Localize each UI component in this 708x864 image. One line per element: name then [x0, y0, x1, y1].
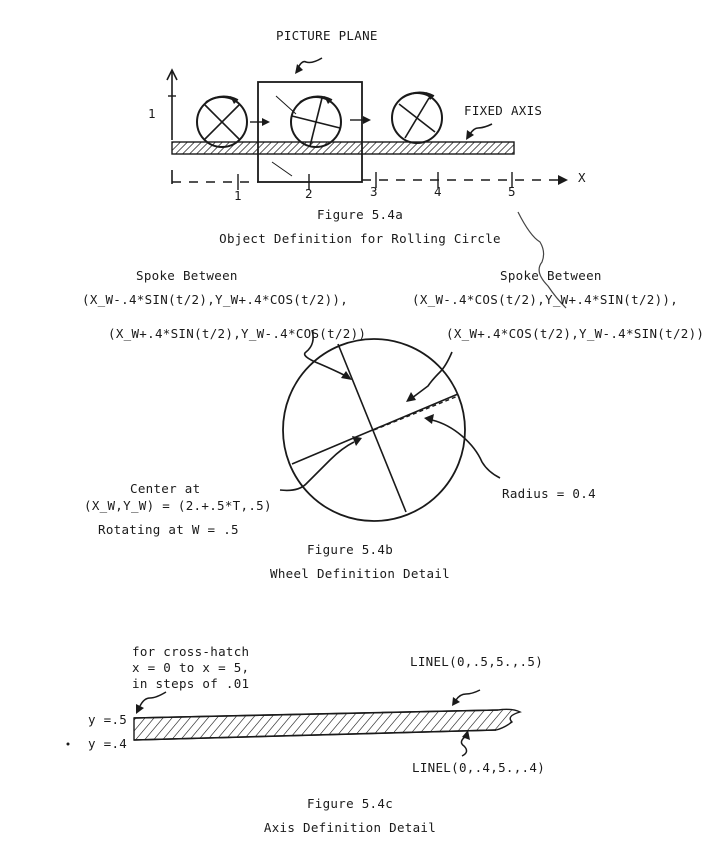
- figure-5-4a-number: Figure 5.4a: [316, 207, 404, 222]
- y-lower-label: y =.4: [88, 736, 128, 751]
- fixed-axis-bar: [172, 142, 514, 154]
- x-tick-1: 1: [234, 188, 242, 203]
- x-tick-3: 3: [370, 184, 378, 199]
- left-spoke-line-2: (X_W+.4*SIN(t/2),Y_W-.4*COS(t/2)): [108, 326, 367, 341]
- y-upper-label: y =.5: [88, 712, 128, 727]
- picture-plane-title: PICTURE PLANE: [276, 28, 378, 43]
- left-spoke-heading: Spoke Between: [136, 268, 238, 283]
- hatch-note-line-3: in steps of .01: [132, 676, 250, 691]
- wheel-3: [392, 92, 442, 143]
- center-label-line-1: Center at: [130, 481, 201, 496]
- wheel-1: [197, 96, 247, 147]
- figure-5-4c-caption: Axis Definition Detail: [263, 820, 437, 835]
- x-axis-label: X: [578, 170, 586, 185]
- figure-5-4b-number: Figure 5.4b: [306, 542, 394, 557]
- wheel-detail: [283, 339, 465, 521]
- x-tick-4: 4: [434, 184, 442, 199]
- y-axis: [167, 70, 177, 184]
- right-spoke-line-2: (X_W+.4*COS(t/2),Y_W-.4*SIN(t/2)): [446, 326, 705, 341]
- right-spoke-line-1: (X_W-.4*COS(t/2),Y_W+.4*SIN(t/2)),: [412, 292, 679, 307]
- picture-plane-leader: [298, 58, 322, 68]
- fixed-axis-leader: [470, 124, 492, 134]
- x-tick-5: 5: [508, 184, 516, 199]
- upper-line-label: LINEL(0,.5,5.,.5): [410, 654, 544, 669]
- hatch-note-line-1: for cross-hatch: [132, 644, 250, 659]
- figure-5-4c-number: Figure 5.4c: [306, 796, 394, 811]
- right-spoke-heading: Spoke Between: [500, 268, 602, 283]
- figure-5-4b-caption: Wheel Definition Detail: [270, 566, 450, 581]
- rotation-label: Rotating at W = .5: [98, 522, 239, 537]
- y-tick-label: 1: [148, 106, 156, 121]
- x-tick-2: 2: [305, 186, 313, 201]
- center-label-line-2: (X_W,Y_W) = (2.+.5*T,.5): [84, 498, 272, 513]
- left-spoke-line-1: (X_W-.4*SIN(t/2),Y_W+.4*COS(t/2)),: [82, 292, 349, 307]
- figure-5-4a-caption: Object Definition for Rolling Circle: [219, 231, 501, 246]
- radius-label: Radius = 0.4: [502, 486, 596, 501]
- hatch-note-line-2: x = 0 to x = 5,: [132, 660, 250, 675]
- upper-line-leader: [456, 690, 480, 700]
- radius-leader: [432, 420, 500, 478]
- fixed-axis-label: FIXED AXIS: [464, 103, 543, 118]
- note-leader: [140, 692, 166, 706]
- lower-line-leader: [461, 736, 466, 756]
- wheel-2: [291, 96, 341, 147]
- lower-line-label: LINEL(0,.4,5.,.4): [412, 760, 546, 775]
- axis-detail-bar: [134, 709, 520, 740]
